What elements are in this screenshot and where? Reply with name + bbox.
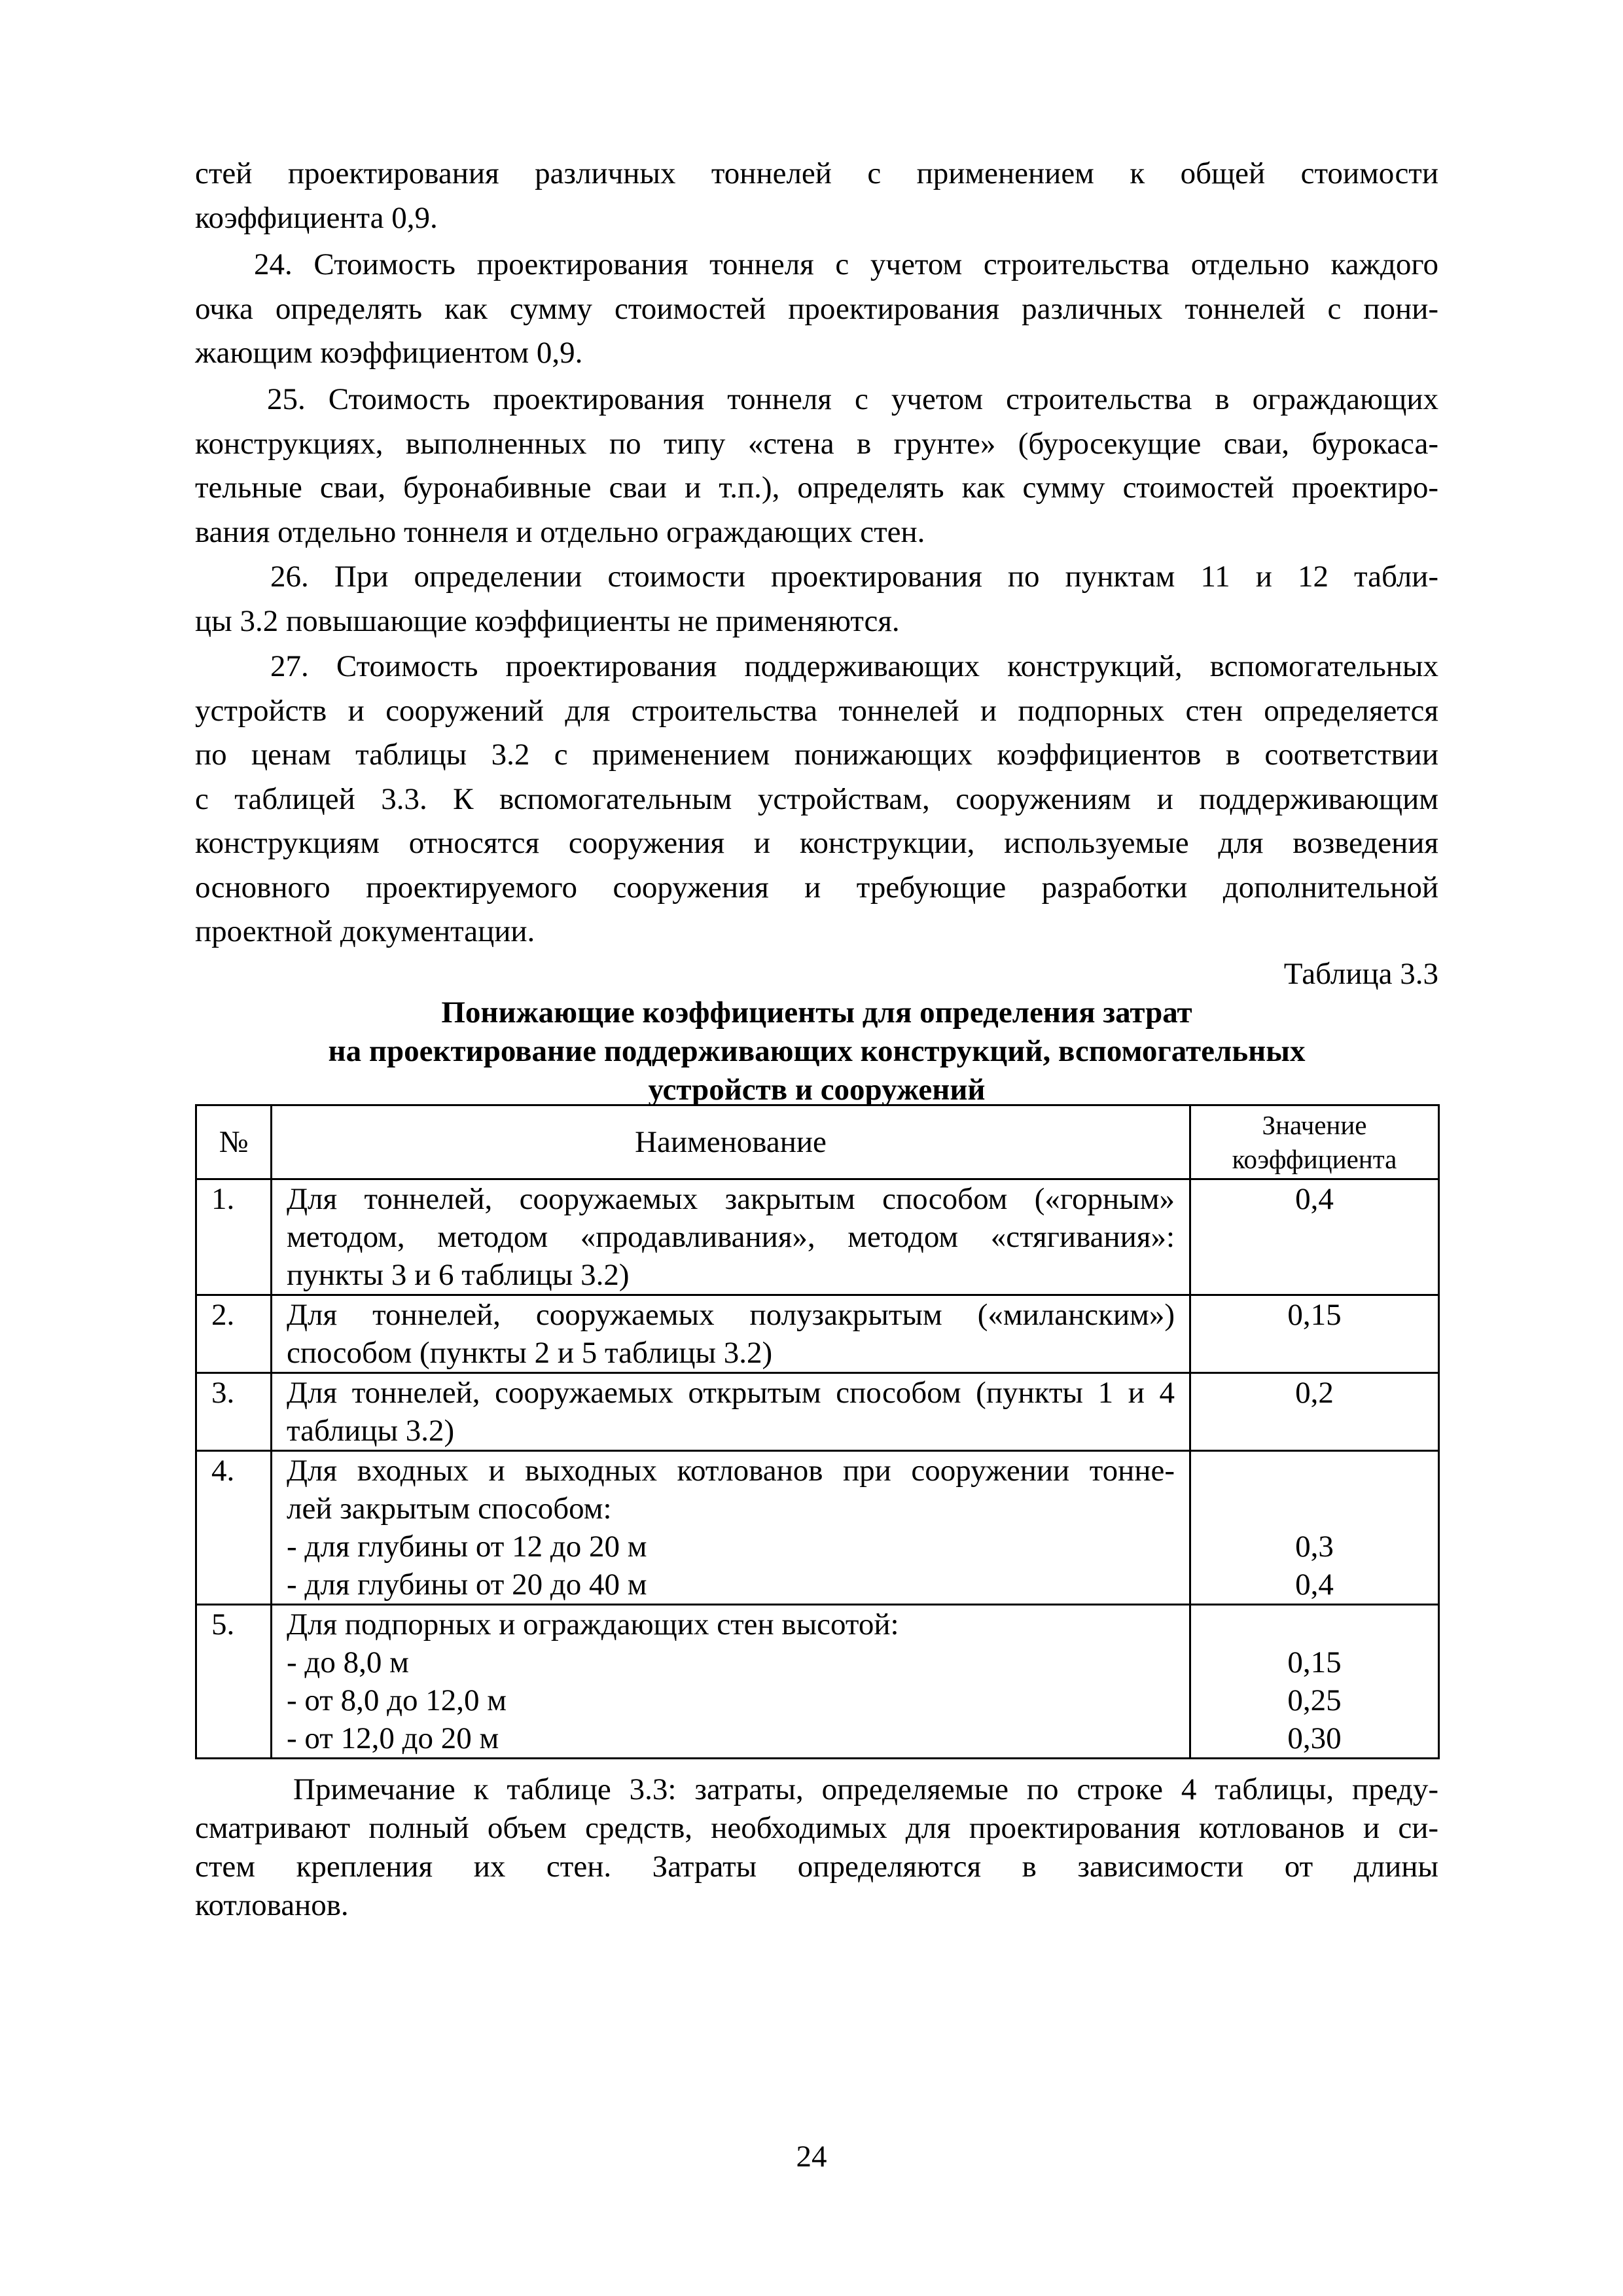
text-line: по ценам таблицы 3.2 с применением понижающих коэффициентов в соответствии <box>195 738 1438 772</box>
header-coefficient <box>1190 1105 1439 1179</box>
header-num: № <box>196 1105 272 1179</box>
table-title <box>195 994 1438 1109</box>
row-sub-label: - от 8,0 до 12,0 м <box>287 1683 507 1717</box>
row-name-line: способом (пункты 2 и 5 таблицы 3.2) <box>287 1336 773 1370</box>
text-line: стей проектирования различных тоннелей с применением к общей стоимости <box>195 156 1438 190</box>
coefficients-table <box>195 1104 1440 1759</box>
row-name-line: Для подпорных и ограждающих стен высотой: <box>287 1607 899 1641</box>
text-line: коэффициента 0,9. <box>195 200 438 235</box>
paragraph-26 <box>195 555 1438 643</box>
table-row <box>196 1605 1439 1759</box>
table-row <box>196 1179 1439 1295</box>
table-label: Таблица 3.3 <box>1283 957 1438 991</box>
row-name-line: лей закрытым способом: <box>287 1492 612 1526</box>
row-sub-label: - от 12,0 до 20 м <box>287 1721 499 1755</box>
text-line: очка определять как сумму стоимостей проектирования различных тоннелей с пони- <box>195 291 1438 326</box>
table-title-line: на проектирование поддерживающих конструкций, вспомогательных <box>328 1034 1306 1068</box>
note-line: Примечание к таблице 3.3: затраты, определяемые по строке 4 таблицы, преду- <box>293 1772 1438 1806</box>
note-line: стем крепления их стен. Затраты определяются в зависимости от длины <box>195 1850 1438 1884</box>
text-line: вания отдельно тоннеля и отдельно ограждающих стен. <box>195 514 925 549</box>
row-number: 4. <box>196 1451 272 1605</box>
header-coefficient-line: Значение <box>1262 1110 1367 1140</box>
row-name <box>272 1451 1190 1605</box>
table-title-line: Понижающие коэффициенты для определения затрат <box>441 996 1192 1030</box>
coefficient-value: 0,4 <box>1295 1182 1334 1216</box>
row-value <box>1190 1451 1439 1605</box>
row-name-line: Для входных и выходных котлованов при сооружении тонне- <box>287 1454 1175 1488</box>
coefficient-value: 0,15 <box>1287 1645 1342 1679</box>
row-name-line: таблицы 3.2) <box>287 1414 455 1448</box>
table-row <box>196 1373 1439 1451</box>
table-header-row <box>196 1105 1439 1179</box>
text-line: устройств и сооружений для строительства тоннелей и подпорных стен определяется <box>195 693 1438 728</box>
table-row <box>196 1451 1439 1605</box>
paragraph-25 <box>195 378 1438 554</box>
paragraph-27 <box>195 645 1438 954</box>
text-line: 25. Стоимость проектирования тоннеля с учетом строительства в ограждающих <box>267 382 1438 416</box>
row-name <box>272 1295 1190 1373</box>
text-line: 26. При определении стоимости проектирования по пунктам 11 и 12 табли- <box>270 560 1438 594</box>
row-number: 5. <box>196 1605 272 1759</box>
text-line: проектной документации. <box>195 914 535 948</box>
text-line: с таблицей 3.3. К вспомогательным устройствам, сооружениям и поддерживающим <box>195 781 1438 816</box>
coefficient-value: 0,2 <box>1295 1376 1334 1410</box>
row-name <box>272 1605 1190 1759</box>
note-line: сматривают полный объем средств, необходимых для проектирования котлованов и си- <box>195 1811 1438 1845</box>
text-line: конструкциях, выполненных по типу «стена в грунте» (буросекущие сваи, бурокаса- <box>195 426 1438 461</box>
paragraph-24 <box>195 243 1438 376</box>
row-sub-label: - для глубины от 12 до 20 м <box>287 1530 647 1564</box>
table-note <box>195 1770 1438 1925</box>
text-line: тельные сваи, буронабивные сваи и т.п.), определять как сумму стоимостей проектиро- <box>195 471 1438 505</box>
row-number: 2. <box>196 1295 272 1373</box>
paragraph-continuation <box>195 152 1438 240</box>
coefficient-value: 0,3 <box>1295 1530 1334 1564</box>
note-line: котлованов. <box>195 1888 349 1922</box>
header-name: Наименование <box>272 1105 1190 1179</box>
coefficient-value: 0,4 <box>1295 1568 1334 1602</box>
row-value <box>1190 1373 1439 1451</box>
row-sub-label: - до 8,0 м <box>287 1645 409 1679</box>
row-name-line: Для тоннелей, сооружаемых закрытым способом («горным» <box>287 1182 1175 1216</box>
text-line: цы 3.2 повышающие коэффициенты не применяются. <box>195 603 900 638</box>
row-name <box>272 1373 1190 1451</box>
coefficient-value: 0,25 <box>1287 1683 1342 1717</box>
text-line: основного проектируемого сооружения и требующие разработки дополнительной <box>195 870 1438 905</box>
text-line: конструкциям относятся сооружения и конструкции, используемые для возведения <box>195 826 1438 860</box>
header-coefficient-line: коэффициента <box>1232 1144 1397 1174</box>
page-number: 24 <box>796 2140 827 2174</box>
row-name-line: Для тоннелей, сооружаемых полузакрытым («миланским») <box>287 1298 1175 1332</box>
row-number: 1. <box>196 1179 272 1295</box>
table-row <box>196 1295 1439 1373</box>
row-value <box>1190 1605 1439 1759</box>
row-sub-label: - для глубины от 20 до 40 м <box>287 1568 647 1602</box>
text-line: 24. Стоимость проектирования тоннеля с учетом строительства отдельно каждого <box>254 247 1438 281</box>
row-name-line: пункты 3 и 6 таблицы 3.2) <box>287 1258 630 1292</box>
coefficient-value: 0,30 <box>1287 1721 1342 1755</box>
row-value <box>1190 1179 1439 1295</box>
row-name-line: методом, методом «продавливания», методом «стягивания»: <box>287 1220 1175 1254</box>
text-line: жающим коэффициентом 0,9. <box>195 336 583 370</box>
row-number: 3. <box>196 1373 272 1451</box>
row-value <box>1190 1295 1439 1373</box>
row-name <box>272 1179 1190 1295</box>
table-title-line: устройств и сооружений <box>648 1073 986 1107</box>
text-line: 27. Стоимость проектирования поддерживающих конструкций, вспомогательных <box>270 649 1438 683</box>
row-name-line: Для тоннелей, сооружаемых открытым способом (пункты 1 и 4 <box>287 1376 1175 1410</box>
coefficient-value: 0,15 <box>1287 1298 1342 1332</box>
